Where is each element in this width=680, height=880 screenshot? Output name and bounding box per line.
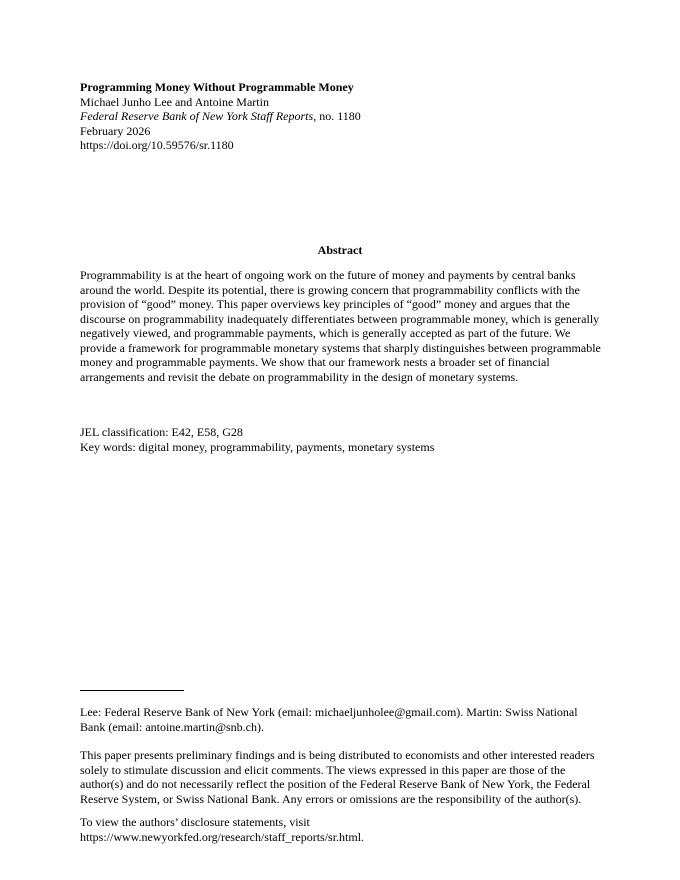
doi-link[interactable]: https://doi.org/10.59576/sr.1180 xyxy=(80,138,234,152)
paper-title: Programming Money Without Programmable Money xyxy=(80,80,354,94)
paper-header xyxy=(80,80,600,153)
author-affiliations: Lee: Federal Reserve Bank of New York (email: michaeljunholee@gmail.com). Martin: Swiss National Bank (email: antoine.martin@snb.ch). xyxy=(80,705,578,734)
footnote-divider xyxy=(80,690,184,691)
series-name: Federal Reserve Bank of New York Staff Reports xyxy=(80,109,314,123)
series-number: , no. 1180 xyxy=(313,109,361,123)
abstract-heading: Abstract xyxy=(317,243,363,257)
disclaimer: This paper presents preliminary findings and is being distributed to economists and other interested readers solely to stimulate discussion and elicit comments. The views expressed in this paper are those of the author(s) and do not necessarily reflect the position of the Federal Reserve Bank of New York, the Federal Reserve System, or Swiss National Bank. Any errors or omissions are the responsibility of the author(s). xyxy=(80,748,595,806)
disclosure-url[interactable]: https://www.newyorkfed.org/research/staff_reports/sr.html. xyxy=(80,829,365,844)
author-list: Michael Junho Lee and Antoine Martin xyxy=(80,94,269,109)
publication-date: February 2026 xyxy=(80,123,151,138)
classification-block xyxy=(80,425,600,454)
abstract-body: Programmability is at the heart of ongoing work on the future of money and payments by central banks around the world. Despite its potential, there is growing concern that programmability conflicts with the provision of “good” money. This paper overviews key principles of “good” money and argues that the discourse on programmability inadequately differentiates between programmable money, which is generally negatively viewed, and programmable payments, which is generally accepted as part of the future. We provide a framework for programmable monetary systems that sharply distinguishes between programmable money and programmable payments. We show that our framework nests a broader set of financial arrangements and revisit the debate on programmability in the design of monetary systems. xyxy=(80,268,601,384)
series-line xyxy=(80,109,600,124)
jel-classification: JEL classification: E42, E58, G28 xyxy=(80,425,243,439)
keywords: Key words: digital money, programmability, payments, monetary systems xyxy=(80,439,435,454)
disclosure-intro: To view the authors’ disclosure statements, visit xyxy=(80,815,310,829)
footnotes xyxy=(80,705,602,844)
